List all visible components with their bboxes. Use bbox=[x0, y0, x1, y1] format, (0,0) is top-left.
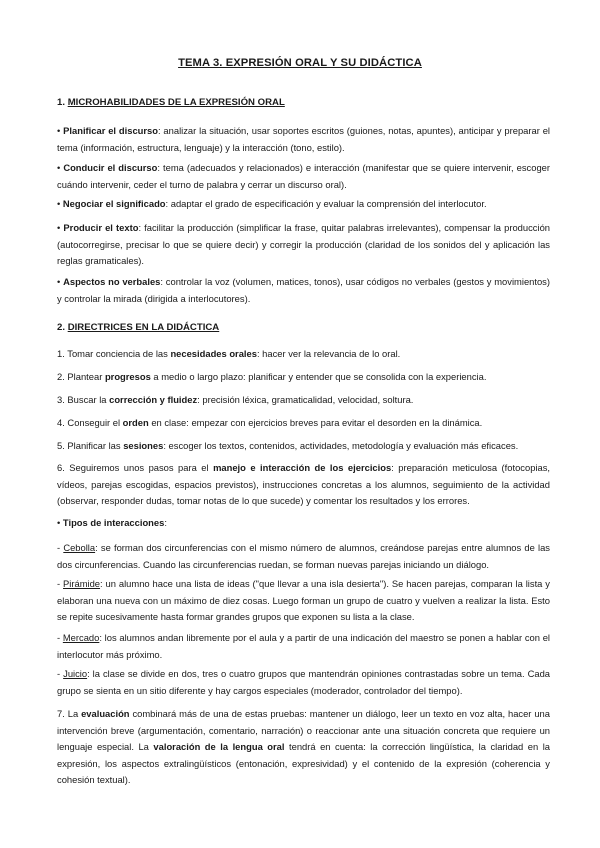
directriz-6 bbox=[57, 460, 550, 510]
text: : bbox=[164, 517, 167, 528]
term: corrección y fluidez bbox=[109, 394, 198, 405]
directriz-5 bbox=[57, 438, 550, 455]
tipo-cebolla bbox=[57, 540, 550, 573]
section-heading-microhabilidades: 1. MICROHABILIDADES DE LA EXPRESIÓN ORAL bbox=[57, 97, 285, 108]
document-title: TEMA 3. EXPRESIÓN ORAL Y SU DIDÁCTICA bbox=[178, 57, 422, 69]
micro-item-conducir bbox=[57, 160, 550, 193]
micro-item-negociar bbox=[57, 196, 550, 213]
dash: - bbox=[57, 632, 63, 643]
item-text: : adaptar el grado de especificación y evaluar la comprensión del interlocutor. bbox=[165, 198, 487, 209]
bullet: • bbox=[57, 222, 61, 233]
evaluacion-paragraph bbox=[57, 706, 550, 789]
text: : un alumno hace una lista de ideas ("que llevar a una isla desierta"). Se hacen parejas, comparan la lista y elaboran una nueva con un máximo de diez cosas. Luego forman un grupo de cuatro y vuelven a realizar la lista. Esto se repite sucesivamente hasta formar grandes grupos que exponen su lista a la clase. bbox=[57, 578, 550, 622]
text: 1. Tomar conciencia de las bbox=[57, 348, 171, 359]
term: necesidades orales bbox=[170, 348, 257, 359]
item-term: Aspectos no verbales bbox=[63, 276, 161, 287]
section-title: MICROHABILIDADES DE LA EXPRESIÓN ORAL bbox=[67, 97, 285, 108]
directriz-3 bbox=[57, 392, 550, 409]
bullet: • bbox=[57, 162, 61, 173]
text: tendrá en cuenta: la corrección lingüística, la claridad en la expresión, los aspectos extralingüísticos (entonación, expresividad) y el contenido de la expresión (coherencia y cohesión textual). bbox=[57, 741, 551, 785]
micro-item-planificar bbox=[57, 123, 550, 156]
item-text: : controlar la voz (volumen, matices, tonos), usar códigos no verbales (gestos y movimientos) y controlar la mirada (dirigida a interlocutores). bbox=[57, 276, 550, 304]
text: 7. La bbox=[57, 708, 82, 719]
term: sesiones bbox=[123, 440, 164, 451]
directriz-4 bbox=[57, 415, 550, 432]
term: evaluación bbox=[81, 708, 130, 719]
section-number: 1 bbox=[57, 97, 63, 108]
micro-item-producir bbox=[57, 220, 550, 270]
term: progresos bbox=[104, 371, 151, 382]
text: : hacer ver la relevancia de lo oral. bbox=[256, 348, 401, 359]
section-title: DIRECTRICES EN LA DIDÁCTICA bbox=[67, 322, 220, 333]
tipo-piramide bbox=[57, 576, 550, 626]
dash: - bbox=[57, 542, 64, 553]
section-number: 2 bbox=[57, 322, 63, 333]
text: : la clase se divide en dos, tres o cuatro grupos que mantendrán opiniones contrastadas sobre un tema. Cada grupo se sienta en un sitio diferente y hay cargos especiales (moderador, controlador del tiempo). bbox=[57, 668, 550, 696]
term: Juicio bbox=[63, 668, 88, 679]
directriz-1 bbox=[57, 346, 550, 363]
dash: - bbox=[57, 578, 64, 589]
tipos-heading bbox=[57, 515, 550, 532]
item-term: Conducir el discurso bbox=[63, 162, 158, 173]
text: : precisión léxica, gramaticalidad, velocidad, soltura. bbox=[197, 394, 414, 405]
text: : escoger los textos, contenidos, actividades, metodología y evaluación más eficaces. bbox=[163, 440, 519, 451]
term: Mercado bbox=[62, 632, 100, 643]
text: combinará más de una de estas pruebas: mantener un diálogo, leer un texto en voz alta, hacer una intervención breve (argumentación, comentario, narración) o reaccionar ante una situación concreta que requiere un lenguaje especial. La bbox=[57, 708, 550, 752]
text: 5. Planificar las bbox=[57, 440, 124, 451]
term: Cebolla bbox=[63, 542, 96, 553]
directriz-2 bbox=[57, 369, 550, 386]
term: manejo e interacción de los ejercicios bbox=[213, 462, 392, 473]
text: 6. Seguiremos unos pasos para el bbox=[57, 462, 214, 473]
text: en clase: empezar con ejercicios breves para evitar el desorden en la dinámica. bbox=[148, 417, 483, 428]
micro-item-aspectos bbox=[57, 274, 550, 307]
bullet: • bbox=[57, 198, 61, 209]
term: Pirámide bbox=[63, 578, 101, 589]
item-term: Planificar el discurso bbox=[63, 125, 158, 136]
term: orden bbox=[122, 417, 149, 428]
text: 3. Buscar la bbox=[57, 394, 110, 405]
text: : se forman dos circunferencias con el mismo número de alumnos, creándose parejas entre alumnos de las dos circunferencias. Cuando las circunferencias ruedan, se forman nuevas parejas iniciando un diálogo. bbox=[57, 542, 550, 570]
bullet: • bbox=[57, 517, 61, 528]
text: : preparación meticulosa (fotocopias, vídeos, parejas escogidas, espacios previstos), instrucciones concretas a los alumnos, seguimiento de la actividad (observar, responder dudas, tomar notas de lo que sucede) y comentar los resultados y los errores. bbox=[57, 462, 550, 506]
section-heading-directrices: 2. DIRECTRICES EN LA DIDÁCTICA bbox=[57, 322, 220, 333]
term: Tipos de interacciones bbox=[62, 517, 165, 528]
item-text: : tema (adecuados y relacionados) e interacción (manifestar que se quiere intervenir, escoger cuándo intervenir, ceder el turno de palabra y cerrar un discurso oral). bbox=[57, 162, 550, 190]
text: a medio o largo plazo: planificar y entender que se consolida con la experiencia. bbox=[150, 371, 487, 382]
tipo-juicio bbox=[57, 666, 550, 699]
text: 2. Plantear bbox=[57, 371, 105, 382]
item-text: : analizar la situación, usar soportes escritos (guiones, notas, apuntes), anticipar y preparar el tema (información, estructura, lenguaje) y la interacción (tono, estilo). bbox=[57, 125, 550, 153]
item-text: : facilitar la producción (simplificar la frase, quitar palabras irrelevantes), compensar la producción (autocorregirse, precisar lo que se quiere decir) y corregir la producción (claridad de los sonidos del y aplicación las reglas gramaticales). bbox=[57, 222, 550, 266]
tipo-mercado bbox=[57, 630, 550, 663]
text: 4. Conseguir el bbox=[57, 417, 123, 428]
item-term: Negociar el significado bbox=[62, 198, 166, 209]
bullet: • bbox=[57, 276, 61, 287]
dash: - bbox=[57, 668, 64, 679]
bullet: • bbox=[57, 125, 61, 136]
term: valoración de la lengua oral bbox=[153, 741, 285, 752]
text: : los alumnos andan libremente por el aula y a partir de una indicación del maestro se ponen a hablar con el interlocutor más próximo. bbox=[57, 632, 550, 660]
item-term: Producir el texto bbox=[63, 222, 139, 233]
